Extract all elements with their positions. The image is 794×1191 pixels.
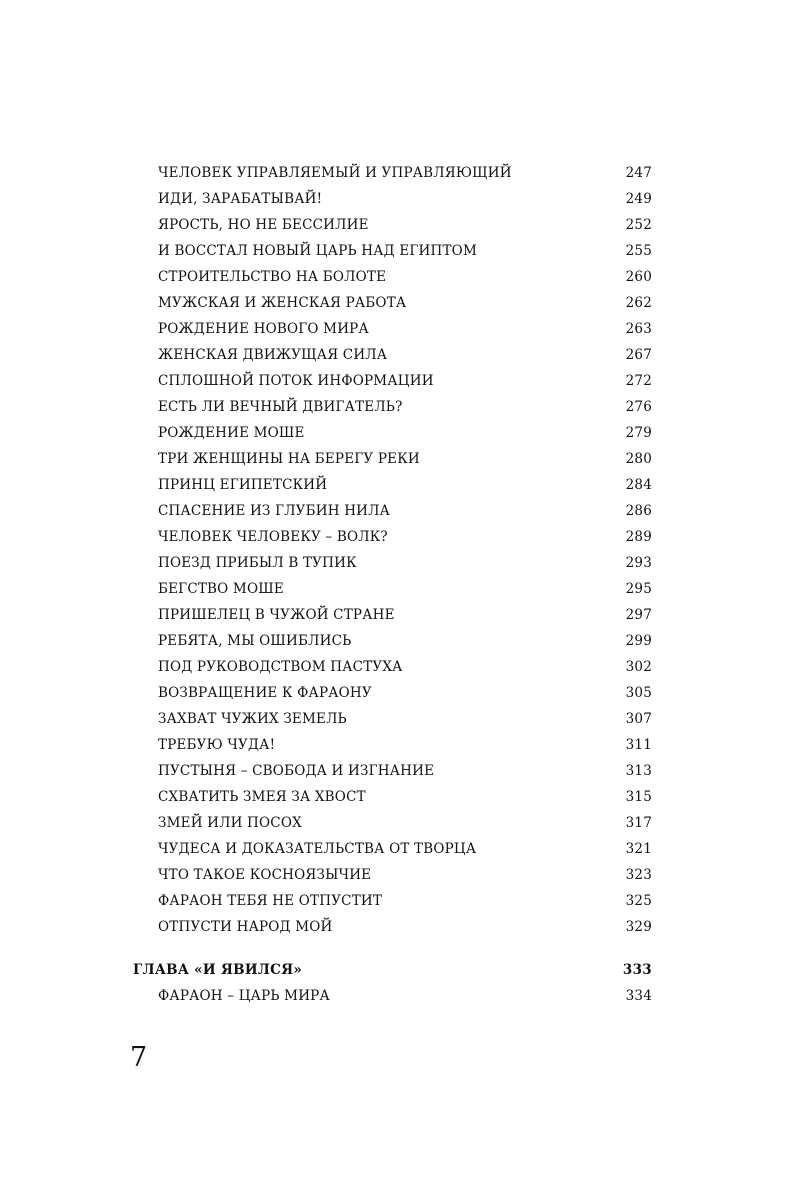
toc-entry-page: 302 bbox=[625, 659, 652, 675]
toc-entry bbox=[158, 841, 652, 863]
toc-entry-page: 293 bbox=[625, 555, 652, 571]
toc-entry-page: 286 bbox=[625, 503, 652, 519]
toc-entry-page: 252 bbox=[625, 217, 652, 233]
toc-entry-title: ЗАХВАТ ЧУЖИХ ЗЕМЕЛЬ bbox=[158, 711, 347, 727]
toc-entry bbox=[158, 477, 652, 499]
toc-entry bbox=[158, 165, 652, 187]
toc-entry-page: 305 bbox=[625, 685, 652, 701]
toc-entry-page: 260 bbox=[625, 269, 652, 285]
toc-entry bbox=[158, 988, 652, 1010]
toc-entry-page: 284 bbox=[625, 477, 652, 493]
toc-entry-title: СПАСЕНИЕ ИЗ ГЛУБИН НИЛА bbox=[158, 503, 391, 519]
toc-entry bbox=[158, 503, 652, 525]
toc-entry-title: РОЖДЕНИЕ МОШЕ bbox=[158, 425, 305, 441]
toc-entry-page: 272 bbox=[625, 373, 652, 389]
toc-entry-title: ЧЕЛОВЕК ЧЕЛОВЕКУ – ВОЛК? bbox=[158, 529, 388, 545]
toc-chapter-title: ГЛАВА «И ЯВИЛСЯ» bbox=[133, 962, 303, 978]
toc-entry bbox=[158, 555, 652, 577]
toc-entry-title: ТРИ ЖЕНЩИНЫ НА БЕРЕГУ РЕКИ bbox=[158, 451, 420, 467]
toc-entry bbox=[158, 451, 652, 473]
toc-entry bbox=[158, 217, 652, 239]
toc-chapter-heading bbox=[133, 962, 652, 984]
toc-entry-page: 249 bbox=[625, 191, 652, 207]
toc-entry-title: ФАРАОН ТЕБЯ НЕ ОТПУСТИТ bbox=[158, 893, 383, 909]
toc-entry bbox=[158, 867, 652, 889]
toc-entry-title: ЧУДЕСА И ДОКАЗАТЕЛЬСТВА ОТ ТВОРЦА bbox=[158, 841, 477, 857]
toc-entry-title: СПЛОШНОЙ ПОТОК ИНФОРМАЦИИ bbox=[158, 373, 434, 389]
toc-entry-title: ОТПУСТИ НАРОД МОЙ bbox=[158, 919, 333, 935]
toc-entry-title: СХВАТИТЬ ЗМЕЯ ЗА ХВОСТ bbox=[158, 789, 366, 805]
toc-entry-title: РЕБЯТА, МЫ ОШИБЛИСЬ bbox=[158, 633, 352, 649]
toc-entry-title: ТРЕБУЮ ЧУДА! bbox=[158, 737, 276, 753]
toc-entry-title: РОЖДЕНИЕ НОВОГО МИРА bbox=[158, 321, 369, 337]
toc-entry bbox=[158, 685, 652, 707]
toc-entry-title: ФАРАОН – ЦАРЬ МИРА bbox=[158, 988, 330, 1004]
toc-entry-page: 297 bbox=[625, 607, 652, 623]
toc-entry bbox=[158, 191, 652, 213]
toc-entry-title: ВОЗВРАЩЕНИЕ К ФАРАОНУ bbox=[158, 685, 372, 701]
toc-entry-title: ПОЕЗД ПРИБЫЛ В ТУПИК bbox=[158, 555, 357, 571]
toc-entry-page: 299 bbox=[625, 633, 652, 649]
toc-entry-page: 267 bbox=[625, 347, 652, 363]
toc-entry-page: 311 bbox=[625, 737, 652, 753]
toc-entry-title: ЯРОСТЬ, НО НЕ БЕССИЛИЕ bbox=[158, 217, 369, 233]
toc-entry bbox=[158, 373, 652, 395]
toc-entry bbox=[158, 295, 652, 317]
toc-entry-title: ПРИНЦ ЕГИПЕТСКИЙ bbox=[158, 477, 328, 493]
toc-entry-page: 247 bbox=[625, 165, 652, 181]
toc-entry-title: ЖЕНСКАЯ ДВИЖУЩАЯ СИЛА bbox=[158, 347, 388, 363]
toc-entry bbox=[158, 243, 652, 265]
toc-entry-title: ЕСТЬ ЛИ ВЕЧНЫЙ ДВИГАТЕЛЬ? bbox=[158, 399, 403, 415]
toc-entry bbox=[158, 737, 652, 759]
toc-entry-title: МУЖСКАЯ И ЖЕНСКАЯ РАБОТА bbox=[158, 295, 407, 311]
toc-entry bbox=[158, 659, 652, 681]
toc-entry bbox=[158, 607, 652, 629]
toc-entry-page: 315 bbox=[625, 789, 652, 805]
toc-entry-title: И ВОССТАЛ НОВЫЙ ЦАРЬ НАД ЕГИПТОМ bbox=[158, 243, 477, 259]
toc-entry bbox=[158, 893, 652, 915]
toc-entry-page: 280 bbox=[625, 451, 652, 467]
toc-entry bbox=[158, 347, 652, 369]
toc-entry bbox=[158, 321, 652, 343]
toc-entry bbox=[158, 529, 652, 551]
toc-entry-page: 262 bbox=[625, 295, 652, 311]
toc-entry bbox=[158, 269, 652, 291]
toc-entry bbox=[158, 633, 652, 655]
toc-entry bbox=[158, 425, 652, 447]
toc-entry bbox=[158, 919, 652, 941]
toc-entry bbox=[158, 815, 652, 837]
toc-entry-title: ИДИ, ЗАРАБАТЫВАЙ! bbox=[158, 191, 323, 207]
toc-entry-title: ПУСТЫНЯ – СВОБОДА И ИЗГНАНИЕ bbox=[158, 763, 435, 779]
page-number: 7 bbox=[130, 1042, 148, 1073]
toc-entry-page: 321 bbox=[625, 841, 652, 857]
toc-entry-page: 334 bbox=[625, 988, 652, 1004]
toc-entry bbox=[158, 399, 652, 421]
toc-entry bbox=[158, 581, 652, 603]
toc-entry-page: 317 bbox=[625, 815, 652, 831]
toc-entry-title: СТРОИТЕЛЬСТВО НА БОЛОТЕ bbox=[158, 269, 387, 285]
toc-entry-page: 289 bbox=[625, 529, 652, 545]
toc-entry bbox=[158, 763, 652, 785]
toc-entry-page: 307 bbox=[625, 711, 652, 727]
toc-entry-page: 255 bbox=[625, 243, 652, 259]
toc-entry-page: 263 bbox=[625, 321, 652, 337]
toc-entry-title: ЧЕЛОВЕК УПРАВЛЯЕМЫЙ И УПРАВЛЯЮЩИЙ bbox=[158, 165, 512, 181]
toc-chapter-page: 333 bbox=[622, 962, 652, 978]
toc-entry-page: 295 bbox=[625, 581, 652, 597]
toc-entry-title: ЧТО ТАКОЕ КОСНОЯЗЫЧИЕ bbox=[158, 867, 372, 883]
toc-entry bbox=[158, 789, 652, 811]
toc-entry-title: БЕГСТВО МОШЕ bbox=[158, 581, 284, 597]
toc-entry-page: 279 bbox=[625, 425, 652, 441]
toc-entry-title: ПОД РУКОВОДСТВОМ ПАСТУХА bbox=[158, 659, 403, 675]
toc-entry-title: ПРИШЕЛЕЦ В ЧУЖОЙ СТРАНЕ bbox=[158, 607, 395, 623]
toc-entry-page: 323 bbox=[625, 867, 652, 883]
toc-entry-page: 276 bbox=[625, 399, 652, 415]
toc-entry bbox=[158, 711, 652, 733]
toc-entry-page: 329 bbox=[625, 919, 652, 935]
toc-entry-page: 313 bbox=[625, 763, 652, 779]
toc-entry-page: 325 bbox=[625, 893, 652, 909]
toc-entry-title: ЗМЕЙ ИЛИ ПОСОХ bbox=[158, 815, 302, 831]
